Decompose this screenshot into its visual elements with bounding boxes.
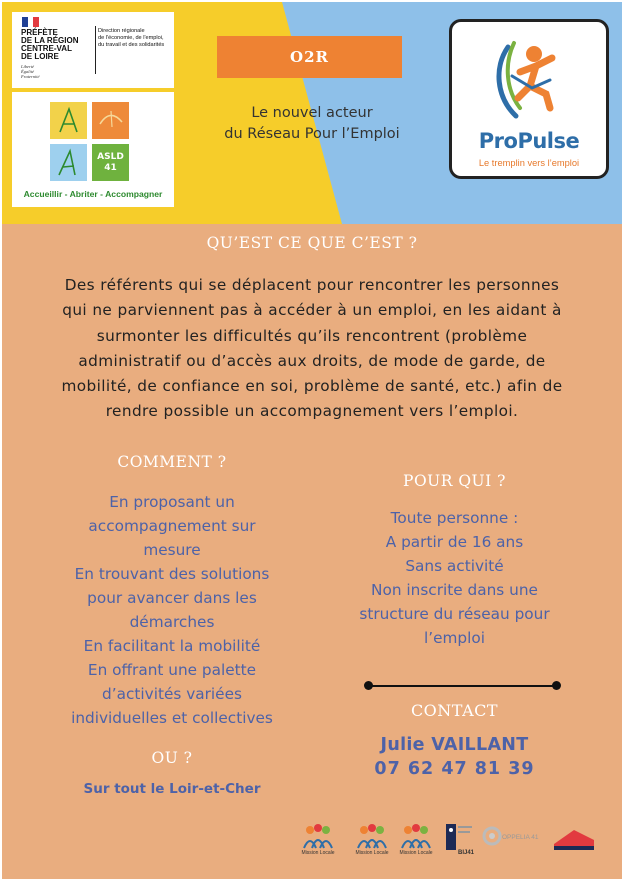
mission-locale-people-icon <box>352 822 392 850</box>
direction-name: Direction régionale de l'économie, de l'emploi, du travail et des solidarités <box>98 28 165 48</box>
oppelia-circle-icon <box>482 822 502 850</box>
what-line: surmonter les difficultés qu’ils rencontrent (problème <box>96 326 528 345</box>
asld-roof-icon <box>92 102 129 139</box>
asld-tile-yellow <box>50 102 87 139</box>
prefecture-logo <box>12 12 174 88</box>
section-heading-ou: OU ? <box>151 749 193 767</box>
pourqui-line: l’emploi <box>424 629 485 647</box>
partner-name: Mission Locale <box>301 850 335 856</box>
asld41-logo <box>12 92 174 207</box>
comment-line: pour avancer dans les <box>87 589 257 607</box>
subtitle-line-1: Le nouvel acteur <box>251 105 373 121</box>
comment-line: d’activités variées <box>102 685 242 703</box>
insertion-mark-icon <box>550 822 598 852</box>
propulse-logo <box>449 19 609 179</box>
contact-phone[interactable]: 07 62 47 81 39 <box>374 759 535 779</box>
asld-tile-name-line1: ASLD <box>97 151 124 162</box>
header-band <box>2 2 622 224</box>
partner-name: OPPELIA 41 <box>502 834 539 841</box>
prefecture-divider <box>95 26 96 74</box>
what-line: rendre possible un accompagnement vers l’emploi. <box>105 402 519 421</box>
section-heading-what: QU’EST CE QUE C’EST ? <box>206 234 418 252</box>
insertion-logo <box>550 822 598 858</box>
what-line: administratif ou d’accès aux droits, de mode de garde, de <box>78 351 546 370</box>
partner-name: Mission Locale <box>399 850 433 856</box>
program-subtitle <box>197 103 427 145</box>
comment-line: mesure <box>143 541 201 559</box>
comment-line: démarches <box>129 613 215 631</box>
subtitle-line-2: du Réseau Pour l’Emploi <box>224 126 400 142</box>
pourqui-line: structure du réseau pour <box>359 605 550 623</box>
what-line: Des référents qui se déplacent pour rencontrer les personnes <box>64 276 560 294</box>
asld-tagline: Accueillir - Abriter - Accompagner <box>23 189 163 199</box>
mission-locale-people-icon <box>396 822 436 850</box>
flyer-page <box>2 2 622 879</box>
pourqui-list <box>322 506 587 650</box>
republic-motto: Liberté Égalité Fraternité <box>21 64 40 79</box>
pourqui-line: Toute personne : <box>390 509 519 527</box>
ou-location: Sur tout le Loir-et-Cher <box>83 781 261 797</box>
asld-a-mark-icon <box>50 102 87 139</box>
contact-divider <box>369 685 557 687</box>
program-label: O2R <box>217 36 402 78</box>
comment-line: accompagnement sur <box>88 517 256 535</box>
section-heading-comment: COMMENT ? <box>117 453 227 471</box>
pourqui-line: A partir de 16 ans <box>385 533 524 551</box>
asld-tile-name-line2: 41 <box>104 162 117 173</box>
what-description <box>42 273 582 425</box>
prefecture-name: PRÉFÈTE DE LA RÉGION CENTRE-VAL DE LOIRE <box>21 28 79 61</box>
propulse-figure-icon <box>490 32 570 124</box>
propulse-name: ProPulse <box>478 129 580 153</box>
bij41-logo <box>444 822 478 858</box>
oppelia-logo <box>482 822 544 858</box>
partner-name: BIJ41 <box>458 850 475 856</box>
asld-a-mark-icon <box>50 144 87 181</box>
section-heading-contact: CONTACT <box>410 701 499 720</box>
french-flag-icon <box>22 17 39 27</box>
what-line: qui ne parviennent pas à accéder à un emploi, en les aidant à <box>62 301 562 320</box>
asld-tile-green <box>92 144 129 181</box>
propulse-tagline: Le tremplin vers l’emploi <box>478 158 580 168</box>
partner-name: Mission Locale <box>355 850 389 856</box>
comment-line: individuelles et collectives <box>71 709 273 727</box>
mission-locale-people-icon <box>298 822 338 850</box>
comment-line: En proposant un <box>109 493 235 511</box>
asld-tile-blue <box>50 144 87 181</box>
comment-line: En trouvant des solutions <box>74 565 270 583</box>
mission-locale-logo <box>298 822 338 858</box>
comment-line: En facilitant la mobilité <box>83 637 261 655</box>
what-line: mobilité, de confiance en soi, problème de santé, etc.) afin de <box>61 377 563 396</box>
comment-list <box>32 490 312 730</box>
divider-dot-right <box>552 681 561 690</box>
mission-locale-logo <box>396 822 436 858</box>
contact-name: Julie VAILLANT <box>380 735 529 755</box>
comment-line: En offrant une palette <box>87 661 257 679</box>
mission-locale-logo <box>352 822 392 858</box>
asld-tile-orange <box>92 102 129 139</box>
pourqui-line: Non inscrite dans une <box>371 581 538 599</box>
bij41-mark-icon <box>444 822 478 850</box>
section-heading-pourqui: POUR QUI ? <box>403 472 506 490</box>
pourqui-line: Sans activité <box>405 557 504 575</box>
